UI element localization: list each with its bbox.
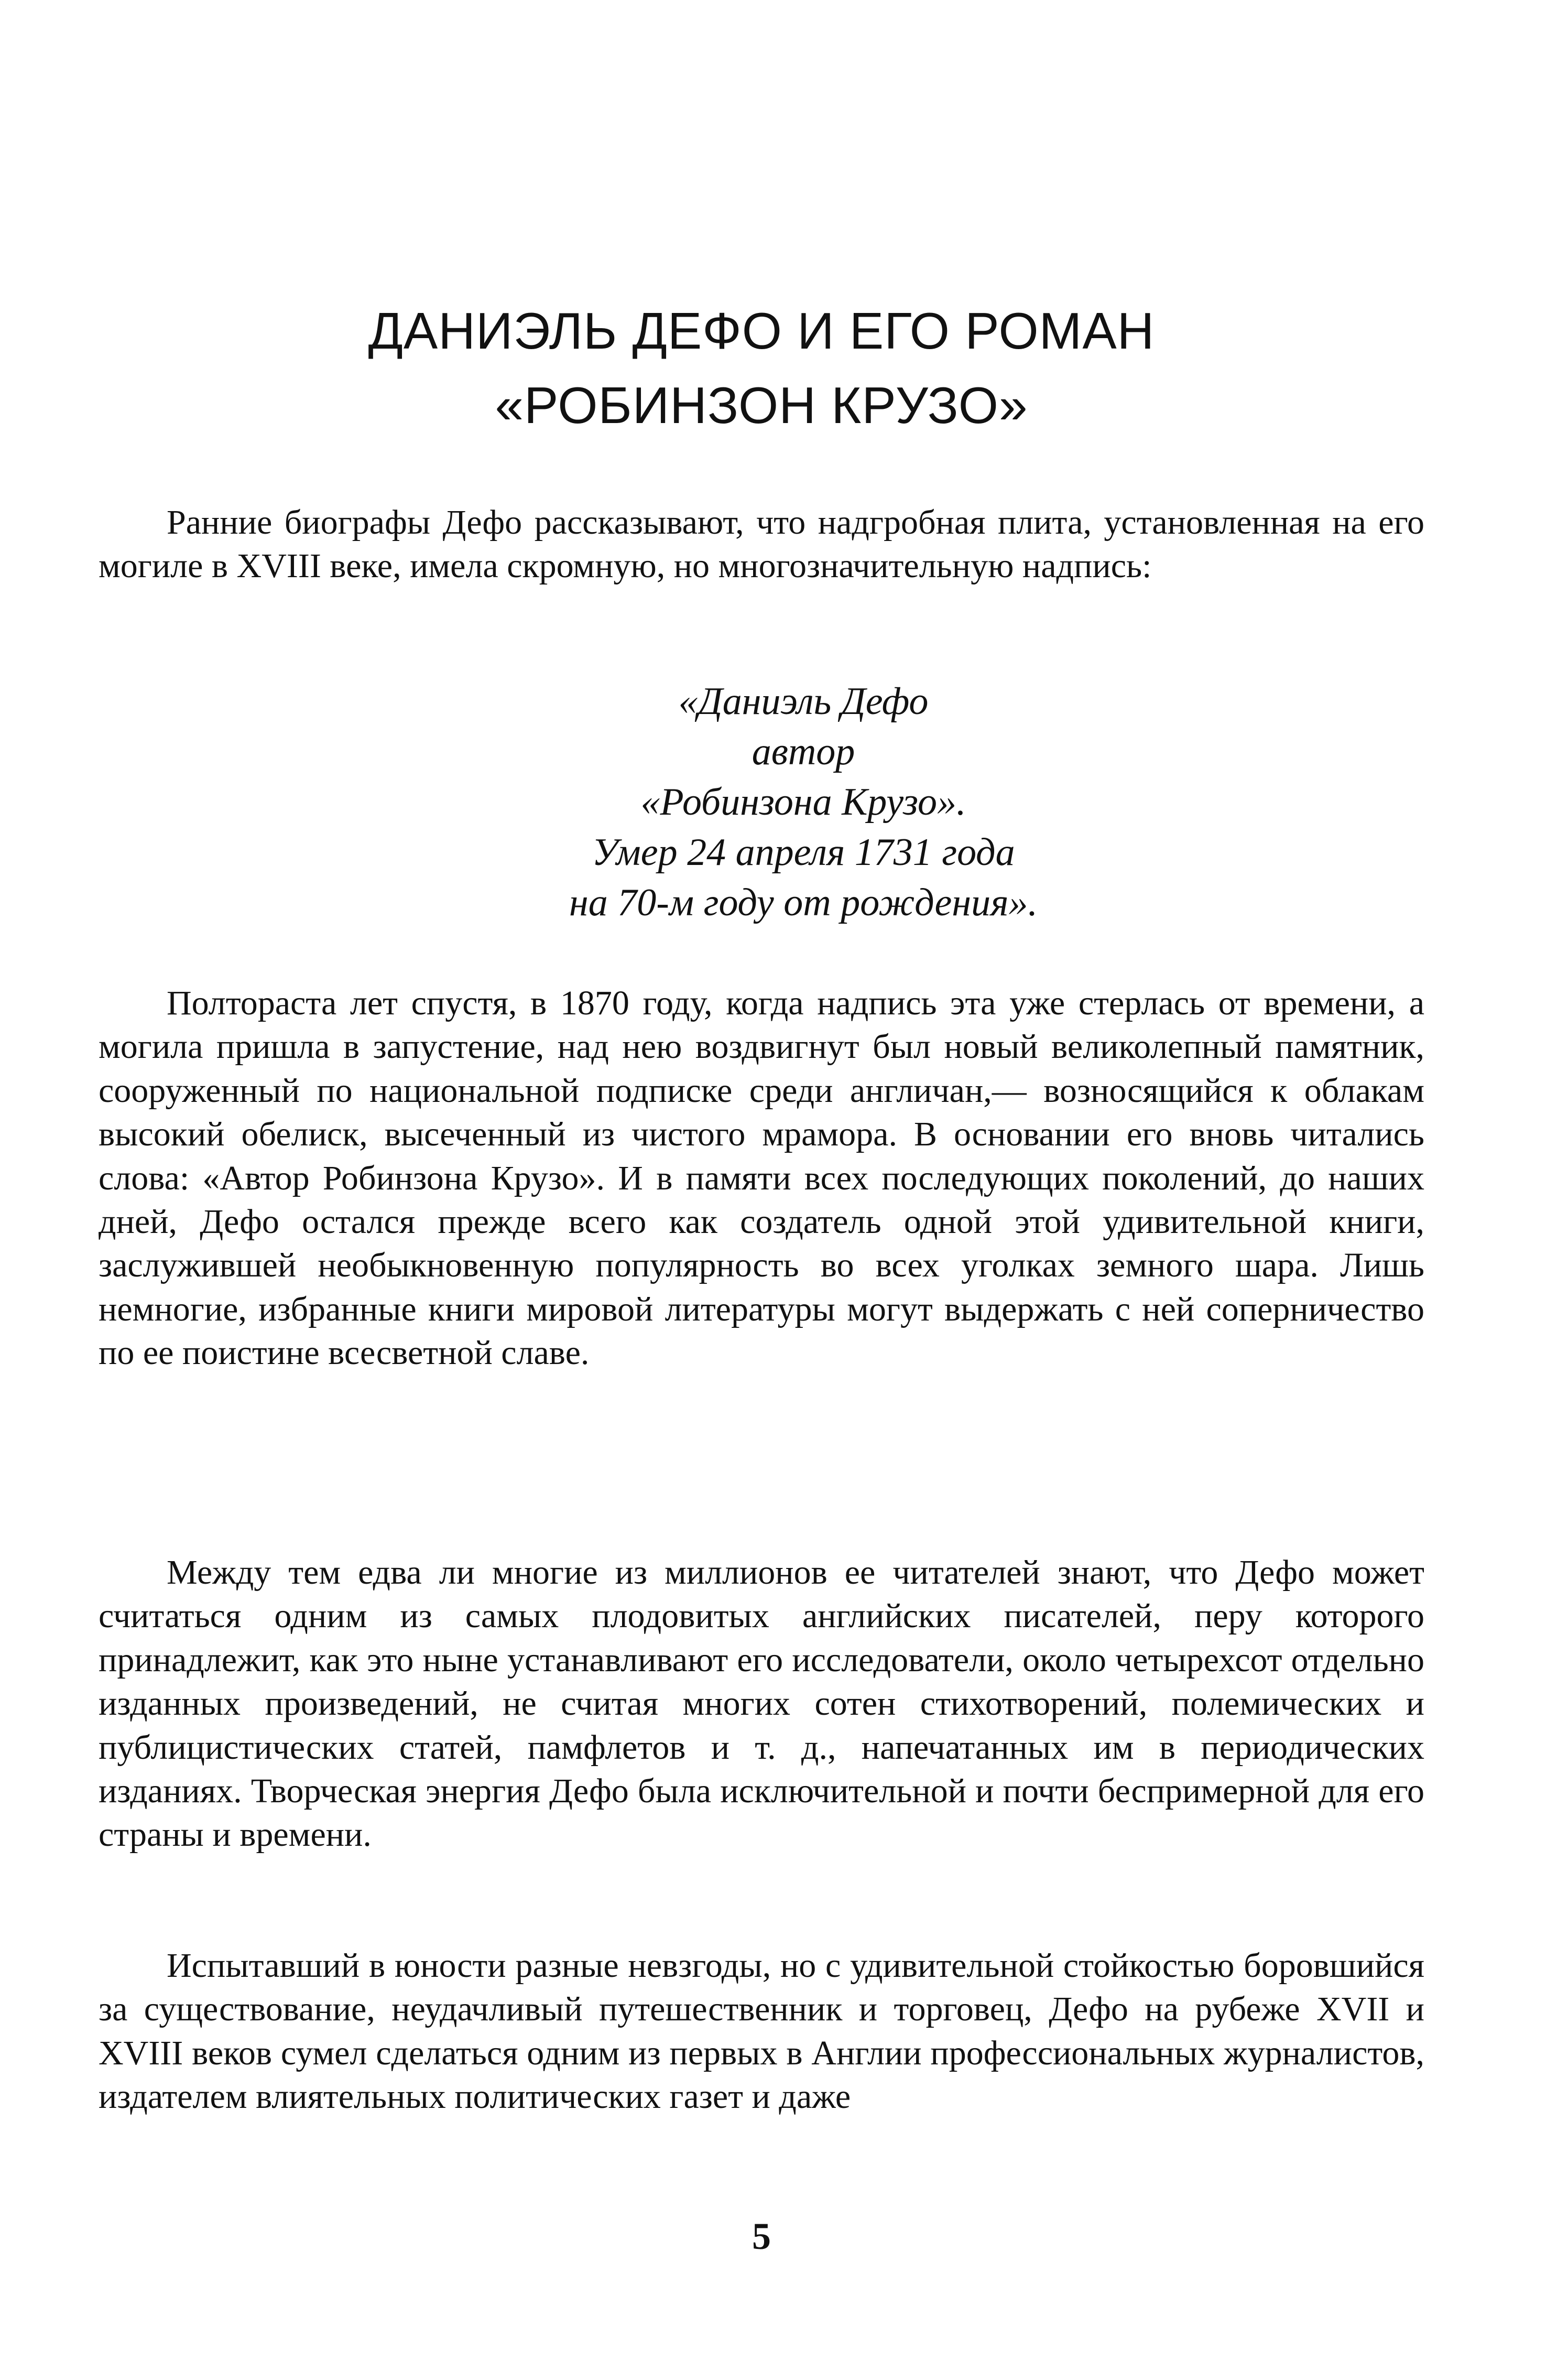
- epitaph-line-3: «Робинзона Крузо».: [640, 781, 966, 824]
- epitaph-line-4: Умер 24 апреля 1731 года: [592, 831, 1015, 874]
- chapter-title-line-1: ДАНИЭЛЬ ДЕФО И ЕГО РОМАН: [368, 302, 1155, 360]
- epitaph-line-1: «Даниэль Дефо: [678, 680, 929, 723]
- paragraph-monument: Полтораста лет спустя, в 1870 году, когда надпись эта уже стерлась от времени, а могила пришла в запустение, над нею воздвигнут был новый великолепный памятник, сооруженный по национальной подписке среди англичан,— возносящийся к облакам высокий обелиск, высеченный из чистого мрамора. В основании его вновь читались слова: «Автор Робинзона Крузо». И в памяти всех последующих поколений, до наших дней, Дефо остался прежде всего как создатель одной этой удивительной книги, заслужившей необыкновенную популярность во всех уголках земного шара. Лишь немногие, избранные книги мировой литературы могут выдержать с ней соперничество по ее поистине всесветной славе.: [99, 984, 1424, 1372]
- paragraph-intro: Ранние биографы Дефо рассказывают, что надгробная плита, установленная на его могиле в XVIII веке, имела скромную, но многозначительную надпись:: [99, 503, 1424, 586]
- page-number: 5: [752, 2215, 771, 2257]
- paragraph-prolific: Между тем едва ли многие из миллионов ее читателей знают, что Дефо может считаться одним из самых плодовитых английских писателей, перу которого принадлежит, как это ныне устанавливают его исследователи, около четырехсот отдельно изданных произведений, не считая многих сотен стихотворений, полемических и публицистических статей, памфлетов и т. д., напечатанных им в периодических изданиях. Творческая энергия Дефо была исключительной и почти беспримерной для его страны и времени.: [99, 1553, 1424, 1854]
- chapter-title: [99, 294, 1424, 442]
- book-page: [99, 0, 1424, 2370]
- epitaph-quote: [99, 676, 1424, 928]
- chapter-title-line-2: «РОБИНЗОН КРУЗО»: [495, 376, 1028, 434]
- paragraph-career: Испытавший в юности разные невзгоды, но с удивительной стойкостью боровшийся за существование, неудачливый путешественник и торговец, Дефо на рубеже XVII и XVIII веков сумел сделаться одним из первых в Англии профессиональных журналистов, издателем влиятельных политических газет и даже: [99, 1946, 1424, 2116]
- epitaph-line-2: автор: [752, 730, 855, 773]
- epitaph-line-5: на 70-м году от рождения».: [569, 881, 1038, 924]
